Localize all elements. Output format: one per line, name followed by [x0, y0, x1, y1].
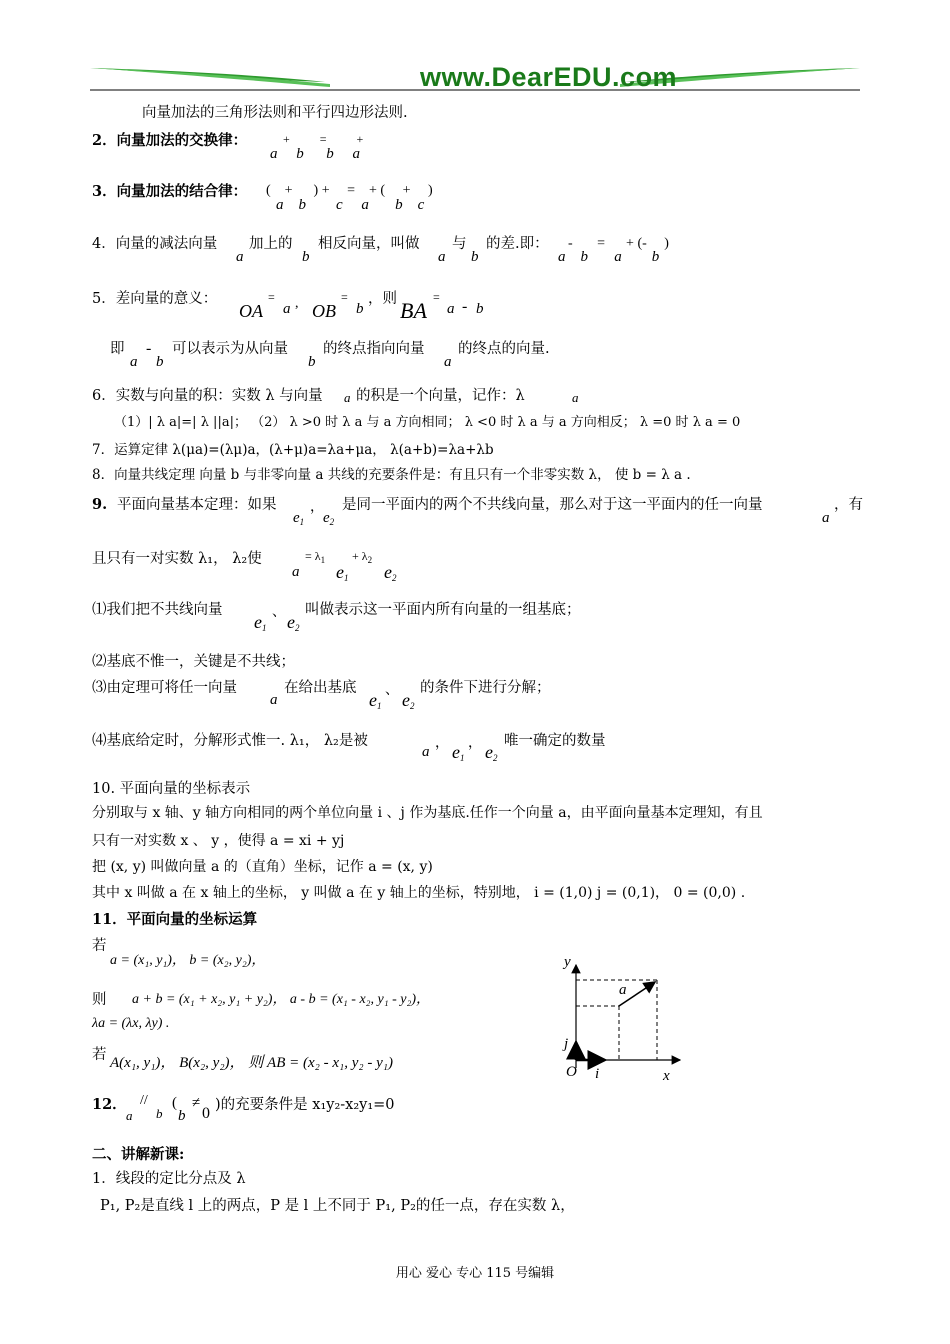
text-span: 4．向量的减法向量	[92, 236, 218, 252]
math-op: -	[462, 298, 468, 315]
x-axis-label: x	[663, 1068, 670, 1084]
math-var: $e_2$	[384, 562, 397, 583]
text-line: P₁, P₂是直线 l 上的两点，P 是 l 上不同于 P₁, P₂的任一点，存在实数 λ，	[100, 1198, 575, 1214]
text-line: ⑵基底不惟一，关键是不共线；	[92, 654, 295, 670]
text-line-difference: 5．差向量的意义：	[92, 291, 218, 307]
math-var: $e_1$	[369, 690, 382, 711]
text-span: 若	[92, 938, 107, 954]
math-var: b	[308, 354, 316, 370]
item-number: 9.	[92, 496, 108, 513]
math-var: b	[356, 301, 364, 317]
math-var: b	[178, 1108, 186, 1124]
text-span: 的积是一个向量，记作：λ	[356, 388, 525, 404]
item-title: 向量加法的结合律：	[116, 183, 248, 200]
text-line-collinear: 8．向量共线定理 向量 b 与非零向量 a 共线的充要条件是：有且只有一个非零实数 λ， 使 b = λ a .	[92, 467, 691, 483]
math-op: = $\lambda_1$	[305, 549, 326, 565]
math-var: a	[292, 564, 300, 580]
text-line-subtraction	[92, 235, 217, 253]
item-number: 3．	[92, 183, 117, 200]
math-var: $e_1$	[293, 510, 305, 527]
text-span: 可以表示为从向量	[172, 341, 288, 357]
math-formula: a = (x₁, y₁)， b = (x₂, y₂)，	[110, 953, 266, 968]
text-span: ⑶由定理可将任一向量	[92, 680, 237, 696]
text-line: 其中 x 叫做 a 在 x 轴上的坐标， y 叫做 a 在 y 轴上的坐标，特别地， i = (1,0) j = (0,1)， 0 = (0,0) .	[92, 885, 746, 901]
math-op: //	[140, 1093, 148, 1108]
math-formula: OA	[239, 301, 263, 321]
text-span: ，则	[368, 291, 397, 307]
text-span: 即	[110, 341, 125, 357]
text-span: ⑷基底给定时，分解形式惟一. λ₁， λ₂是被	[92, 733, 368, 749]
math-op: 、	[272, 605, 286, 620]
site-logo: www.DearEDU.com	[420, 62, 678, 92]
math-op: =	[433, 290, 440, 304]
text-line-scalar-rules: （1）| λ a|=| λ ||a|； （2） λ >0 时 λ a 与 a 方向相同； λ <0 时 λ a 与 a 方向相反； λ =0 时 λ a = 0	[114, 415, 741, 430]
text-line-laws: 7．运算定律 λ(μa)=(λμ)a，(λ+μ)a=λa+μa， λ(a+b)=λa+λb	[92, 442, 494, 458]
math-var: a	[438, 249, 446, 265]
text-span: 平面向量基本定理：如果	[117, 497, 277, 513]
math-op: -	[146, 340, 152, 357]
heading-coordinates: 10. 平面向量的坐标表示	[92, 781, 251, 797]
heading-commutative	[92, 132, 247, 150]
math-op: ( ≠	[172, 1095, 201, 1111]
math-var: b	[476, 301, 484, 317]
math-formula: a b b a	[270, 146, 360, 162]
math-op: ，	[310, 500, 324, 515]
text-span: 的终点指向向量	[323, 341, 425, 357]
vector-a-label: a	[619, 982, 627, 998]
page-footer: 用心 爱心 专心 115 号编辑	[395, 1266, 555, 1281]
unit-i-label: i	[595, 1066, 600, 1082]
math-var: $e_2$	[402, 690, 415, 711]
math-var: b	[302, 249, 310, 265]
text-span: 若	[92, 1047, 107, 1063]
math-formula: λa = (λx, λy) .	[92, 1016, 170, 1031]
math-op: ，	[468, 736, 482, 751]
math-var: a	[444, 354, 452, 370]
text-line: 只有一对实数 x 、 y ，使得 a = xi + yj	[92, 833, 345, 849]
text-span: 加上的	[249, 236, 293, 252]
math-op: ,	[295, 296, 299, 311]
coordinate-diagram	[555, 950, 690, 1090]
math-var: $e_2$	[485, 742, 498, 763]
text-span: 是同一平面内的两个不共线向量，那么对于这一平面内的任一向量	[342, 497, 763, 513]
math-var: $e_1$	[452, 742, 465, 763]
math-var: $e_1$	[254, 612, 267, 633]
math-var: a	[572, 390, 579, 405]
text-span: 6．实数与向量的积：实数 λ 与向量	[92, 388, 323, 404]
item-number: 12．	[92, 1096, 127, 1113]
math-var: $e_2$	[323, 510, 335, 527]
math-formula: A(x₁, y₁)， B(x₂, y₂)， 则 AB = (x₂ - x₁, y₂ - y₁)	[110, 1055, 393, 1071]
heading-associative	[92, 183, 247, 201]
math-var: a	[447, 301, 455, 317]
text-span: ，有	[834, 497, 863, 513]
text-line: 1．线段的定比分点及 λ	[92, 1171, 246, 1187]
math-formula: OB	[312, 301, 336, 321]
math-var: b	[156, 1106, 163, 1121]
math-var: a	[283, 301, 291, 317]
math-formula: a b c a b c	[276, 197, 425, 213]
math-var: a	[236, 249, 244, 265]
text-span: 唯一确定的数量	[504, 733, 606, 749]
math-var: b	[156, 354, 164, 370]
text-span: 的条件下进行分解；	[420, 680, 551, 696]
header-banner	[90, 58, 860, 98]
text-span: ⑴我们把不共线向量	[92, 602, 223, 618]
math-formula: a + b = (x₁ + x₂, y₁ + y₂)， a - b = (x₁ - x₂, y₁ - y₂)，	[132, 992, 431, 1007]
heading-coordinate-ops: 11．平面向量的坐标运算	[92, 911, 258, 928]
math-op: ( + ) + = + ( + )	[266, 183, 433, 198]
text-span: 的差.即：	[486, 236, 549, 252]
math-op: =	[268, 290, 275, 304]
math-var: b	[471, 249, 479, 265]
math-var: a	[344, 390, 351, 405]
math-var: a	[126, 1108, 133, 1123]
y-axis-label: y	[564, 954, 571, 970]
text-span: 相反向量，叫做	[318, 236, 420, 252]
text-line: 把 (x, y) 叫做向量 a 的（直角）坐标，记作 a = (x, y)	[92, 859, 433, 875]
math-var: a	[422, 744, 430, 760]
text-span: 与	[452, 236, 467, 252]
math-formula: a b a b	[558, 249, 660, 265]
math-op: ，	[435, 736, 449, 751]
text-line: 向量加法的三角形法则和平行四边形法则.	[142, 105, 408, 121]
text-span: 叫做表示这一平面内所有向量的一组基底；	[305, 602, 581, 618]
origin-label: O	[566, 1064, 577, 1080]
text-line: 分别取与 x 轴、y 轴方向相同的两个单位向量 i 、j 作为基底.任作一个向量 a，由平面向量基本定理知，有且	[92, 805, 763, 821]
section-heading: 二、讲解新课:	[92, 1146, 185, 1163]
item-title: 向量加法的交换律：	[116, 132, 248, 149]
text-span: 则	[92, 992, 107, 1008]
item-number: 2．	[92, 132, 117, 149]
unit-j-label: j	[564, 1036, 569, 1052]
math-var: $e_2$	[287, 612, 300, 633]
math-var: $e_1$	[336, 562, 349, 583]
math-op: 、	[385, 683, 399, 698]
text-span: 且只有一对实数 λ₁， λ₂使	[92, 551, 262, 567]
math-op: + = +	[283, 132, 364, 146]
math-op: 0	[202, 1105, 210, 1122]
math-op: =	[341, 290, 348, 304]
math-op: + $\lambda_2$	[352, 549, 373, 565]
math-var: a	[130, 354, 138, 370]
math-formula: BA	[400, 298, 427, 323]
text-span: 的终点的向量.	[458, 341, 550, 357]
text-span: 在给出基底	[284, 680, 357, 696]
text-span: )的充要条件是 x₁y₂-x₂y₁=0	[215, 1097, 395, 1113]
math-op: - = + (- )	[568, 236, 669, 251]
math-var: a	[270, 692, 278, 708]
math-var: a	[822, 510, 830, 526]
